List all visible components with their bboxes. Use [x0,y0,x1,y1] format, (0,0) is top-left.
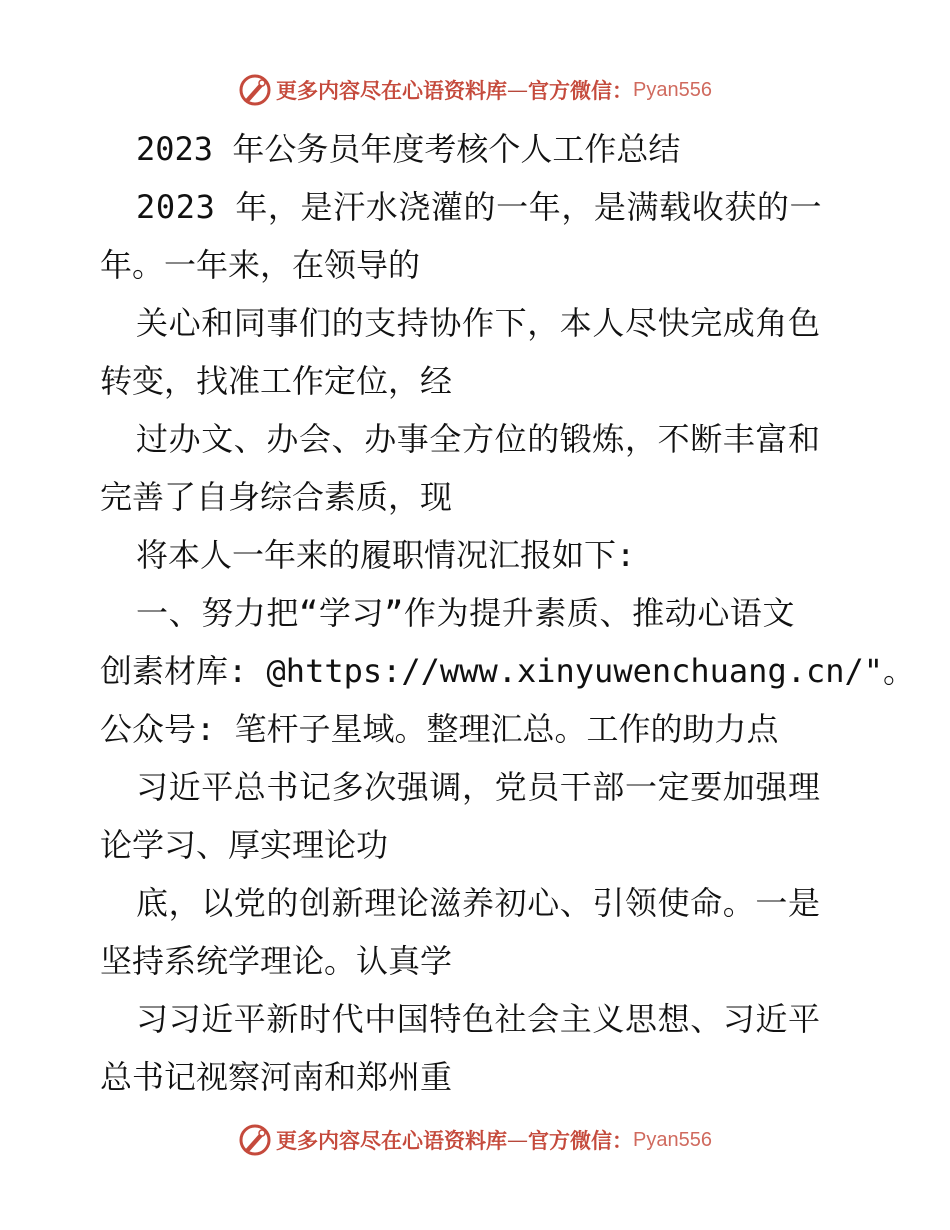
text-line: 创素材库: @https://www.xinyuwenchuang.cn/"。 [100,652,916,690]
watermark-official-label: 官方微信： [528,1128,634,1153]
text-line: 年。一年来，在领导的 [100,246,421,284]
text-line: 习近平总书记多次强调，党员干部一定要加强理 [136,768,821,806]
text-line: 2023 年，是汗水浇灌的一年，是满载收获的一 [136,188,823,226]
text-line: 论学习、厚实理论功 [100,826,389,864]
document-body [100,120,916,1106]
watermark-dash: — [507,78,529,102]
watermark-main-text: 更多内容尽在心语资料库 [276,78,508,103]
watermark-wechat-id: Pyan556 [633,78,712,101]
watermark-dash: — [507,1128,529,1152]
pen-logo-icon [238,73,272,107]
text-line: 底，以党的创新理论滋养初心、引领使命。一是 [136,884,821,922]
watermark-official-label: 官方微信： [528,78,634,103]
text-line: 总书记视察河南和郑州重 [100,1058,453,1096]
text-line: 一、努力把“学习”作为提升素质、推动心语文 [136,594,796,632]
text-line: 习习近平新时代中国特色社会主义思想、习近平 [136,1000,821,1038]
text-line: 坚持系统学理论。认真学 [100,942,453,980]
text-line: 公众号: 笔杆子星域。整理汇总。工作的助力点 [100,710,779,748]
pen-logo-icon [238,1123,272,1157]
document-title: 2023 年公务员年度考核个人工作总结 [136,130,681,168]
text-line: 过办文、办会、办事全方位的锻炼，不断丰富和 [136,420,821,458]
watermark-main-text: 更多内容尽在心语资料库 [276,1128,508,1153]
watermark-wechat-id: Pyan556 [633,1128,712,1151]
text-line: 关心和同事们的支持协作下，本人尽快完成角色 [136,304,821,342]
text-line: 将本人一年来的履职情况汇报如下: [136,536,636,574]
text-line: 完善了自身综合素质，现 [100,478,453,516]
footer-watermark [0,1120,950,1160]
header-watermark [0,70,950,110]
text-line: 转变，找准工作定位，经 [100,362,453,400]
